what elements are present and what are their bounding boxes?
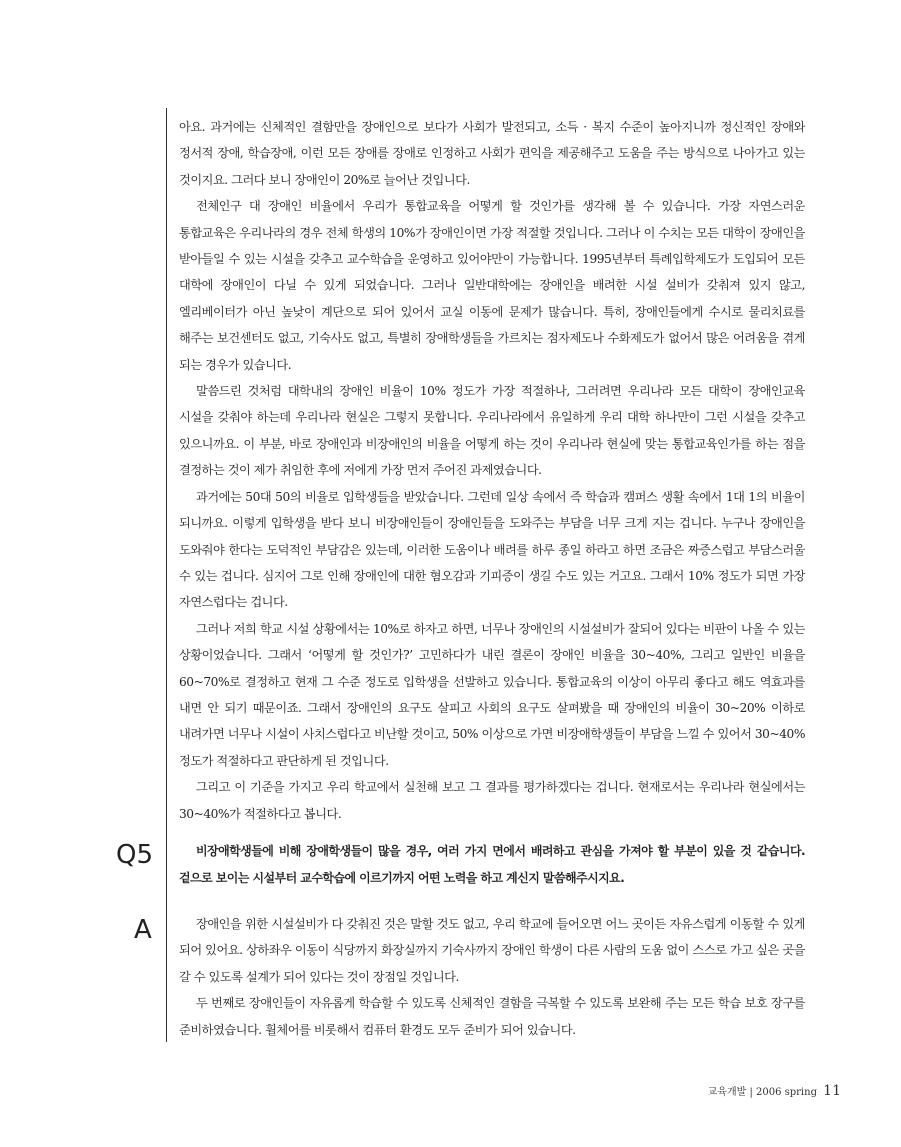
body-paragraph-5: 그러나 저희 학교 시설 상황에서는 10%로 하자고 하면, 너무나 장애인의 시설설비가 잘되어 있다는 비판이 나올 수 있는 상황이었습니다. 그래서 ‘어떻게 할 것인가?’ 고민하다가 내린 결론이 장애인 비율을 30~40%, 그리고 일반인 비율을 60~70%로 결정하고 현재 그 수준 정도로 입학생을 선발하고 있습니다. 통합교육의 이상이 아무리 좋다고 해도 역효과를 내면 안 되기 때문이죠. 그래서 장애인의 요구도 살피고 사회의 요구도 살펴봤을 때 장애인의 비율이 30~20% 이하로 내려가면 너무나 시설이 사치스럽다고 비난할 것이고, 50% 이상으로 가면 비장애학생들이 부담을 느낄 수 있어서 30~40% 정도가 적절하다고 판단하게 된 것입니다. — [179, 621, 805, 768]
question-label: Q5 — [116, 840, 154, 870]
question-block — [179, 838, 805, 892]
answer-label: A — [134, 915, 152, 945]
interview-body — [179, 114, 805, 827]
page-number: 11 — [823, 1083, 841, 1099]
body-paragraph-6: 그리고 이 기준을 가지고 우리 학교에서 실천해 보고 그 결과를 평가하겠다는 겁니다. 현재로서는 우리나라 현실에서는 30~40%가 적절하다고 봅니다. — [179, 780, 805, 821]
answer-paragraph-2: 두 번째로 장애인들이 자유롭게 학습할 수 있도록 신체적인 결함을 극복할 수 있도록 보완해 주는 모든 학습 보호 장구를 준비하였습니다. 휠체어를 비롯해서 컴퓨터 환경도 모두 준비가 되어 있습니다. — [179, 996, 805, 1037]
question-text: 비장애학생들에 비해 장애학생들이 많을 경우, 여러 가지 면에서 배려하고 관심을 가져야 할 부분이 있을 것 같습니다. 겉으로 보이는 시설부터 교수학습에 이르기까지 어떤 노력을 하고 계신지 말씀해주시지요. — [179, 844, 805, 885]
page-footer — [708, 1083, 841, 1099]
body-paragraph-1: 아요. 과거에는 신체적인 결함만을 장애인으로 보다가 사회가 발전되고, 소득 · 복지 수준이 높아지니까 정신적인 장애와 정서적 장애, 학습장애, 이런 모든 장애를 장애로 인정하고 사회가 편익을 제공해주고 도움을 주는 방식으로 나아가고 있는 것이지요. 그러다 보니 장애인이 20%로 늘어난 것입니다. — [179, 120, 805, 187]
answer-block — [179, 911, 805, 1043]
left-vertical-rule — [166, 108, 167, 1042]
body-paragraph-4: 과거에는 50대 50의 비율로 입학생들을 받았습니다. 그런데 일상 속에서 즉 학습과 캠퍼스 생활 속에서 1대 1의 비율이 되니까요. 이렇게 입학생을 받다 보니 비장애인들이 장애인들을 도와주는 부담을 너무 크게 지는 겁니다. 누구나 장애인을 도와줘야 한다는 도덕적인 부담감은 있는데, 이러한 도움이나 배려를 하루 종일 하라고 하면 조금은 짜증스럽고 부담스러울 수 있는 겁니다. 심지어 그로 인해 장애인에 대한 혐오감과 기피증이 생길 수도 있는 거고요. 그래서 10% 정도가 되면 가장 자연스럽다는 겁니다. — [179, 489, 805, 610]
body-paragraph-2: 전체인구 대 장애인 비율에서 우리가 통합교육을 어떻게 할 것인가를 생각해 볼 수 있습니다. 가장 자연스러운 통합교육은 우리나라의 경우 전체 학생의 10%가 장애인이면 가장 적절할 것입니다. 그러나 이 수치는 모든 대학이 장애인을 받아들일 수 있는 시설을 갖추고 교수학습을 운영하고 있어야만이 가능합니다. 1995년부터 특례입학제도가 도입되어 모든 대학에 장애인이 다닐 수 있게 되었습니다. 그러나 일반대학에는 장애인을 배려한 시설 설비가 갖춰져 있지 않고, 엘리베이터가 아닌 높낮이 계단으로 되어 있어서 교실 이동에 문제가 많습니다. 특히, 장애인들에게 수시로 물리치료를 해주는 보건센터도 없고, 기숙사도 없고, 특별히 장애학생들을 가르치는 점자제도나 수화제도가 없어서 많은 어려움을 겪게 되는 경우가 있습니다. — [179, 199, 805, 372]
body-paragraph-3: 말씀드린 것처럼 대학내의 장애인 비율이 10% 정도가 가장 적절하나, 그러려면 우리나라 모든 대학이 장애인교육 시설을 갖춰야 하는데 우리나라 현실은 그렇지 못합니다. 우리나라에서 유일하게 우리 대학 하나만이 그런 시설을 갖추고 있으니까요. 이 부분, 바로 장애인과 비장애인의 비율을 어떻게 하는 것이 우리나라 현실에 맞는 통합교육인가를 하는 점을 결정하는 것이 제가 취임한 후에 저에게 가장 먼저 주어진 과제였습니다. — [179, 384, 805, 478]
magazine-issue: 교육개발 | 2006 spring — [707, 1087, 817, 1098]
answer-paragraph-1: 장애인을 위한 시설설비가 다 갖춰진 것은 말할 것도 없고, 우리 학교에 들어오면 어느 곳이든 자유스럽게 이동할 수 있게 되어 있어요. 상하좌우 이동이 식당까지 화장실까지 기숙사까지 장애인 학생이 다른 사람의 도움 없이 스스로 가고 싶은 곳을 갈 수 있도록 설계가 되어 있다는 것이 장점일 것입니다. — [179, 917, 805, 984]
